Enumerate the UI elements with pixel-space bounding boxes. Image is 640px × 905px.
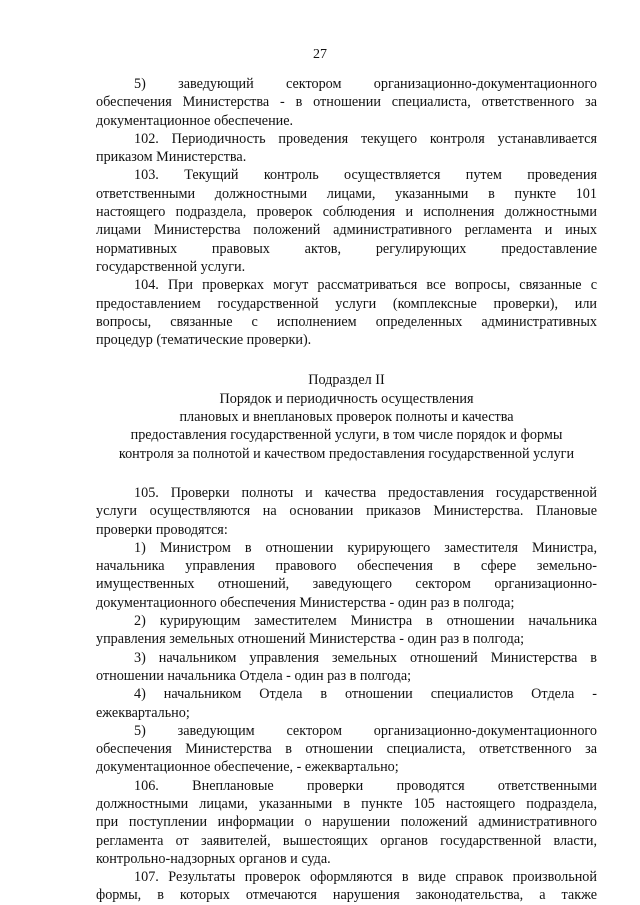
text-line: 2) курирующим заместителем Министра в отношении начальника: [134, 613, 597, 630]
text-line: 104. При проверках могут рассматриваться все вопросы, связанные с: [134, 277, 597, 294]
text-line: обеспечения Министерства - в отношении специалиста, ответственного за: [96, 94, 597, 111]
text-line: 105. Проверки полноты и качества предоставления государственной: [134, 484, 597, 501]
subsection-title-line-4: контроля за полнотой и качеством предоставления государственной услуги: [118, 445, 575, 462]
paragraph: [96, 484, 597, 539]
text-line: документационное обеспечение, - ежеквартально;: [96, 759, 399, 776]
text-line: 103. Текущий контроль осуществляется путем проведения: [134, 167, 597, 184]
paragraph: [96, 75, 597, 130]
subsection-title-line-2: плановых и внеплановых проверок полноты и качества: [179, 409, 514, 426]
text-line: вопросы, связанные с исполнением определенных административных: [96, 313, 597, 330]
text-line: 107. Результаты проверок оформляются в виде справок произвольной: [134, 869, 597, 886]
text-line: контрольно-надзорных органов и суда.: [96, 850, 331, 867]
text-line: документационное обеспечение.: [96, 112, 294, 129]
subsection-title-line-1: Порядок и периодичность осуществления: [219, 390, 474, 407]
paragraphs-after-heading: [96, 484, 597, 905]
text-line: проверки проводятся:: [96, 521, 228, 538]
subsection-heading: [96, 371, 597, 462]
text-line: предоставлением государственной услуги (комплексные проверки), или: [96, 295, 597, 312]
page-number: 27: [313, 47, 327, 62]
text-line: управления земельных отношений Министерства - один раз в полгода;: [96, 631, 525, 648]
paragraphs-before-heading: [96, 75, 597, 349]
text-line: 1) Министром в отношении курирующего заместителя Министра,: [134, 539, 597, 556]
text-line: 5) заведующим сектором организационно-документационного: [134, 722, 597, 739]
text-line: ответственными должностными лицами, указанными в пункте 101: [96, 185, 597, 202]
paragraph: [96, 722, 597, 777]
text-line: настоящего подраздела, проверок соблюдения и исполнения должностными: [96, 204, 597, 221]
text-line: обеспечения Министерства в отношении специалиста, ответственного за: [96, 741, 597, 758]
text-line: 5) заведующий сектором организационно-документационного: [134, 76, 597, 92]
text-line: государственной услуги.: [96, 258, 246, 275]
paragraph: [96, 868, 597, 905]
paragraph: [96, 612, 597, 649]
paragraph: [96, 777, 597, 868]
paragraph: [96, 685, 597, 722]
text-line: формы, в которых отмечаются нарушения законодательства, а также: [96, 887, 597, 904]
text-line: 3) начальником управления земельных отношений Министерства в: [134, 649, 597, 666]
paragraph: [96, 166, 597, 276]
paragraph: [96, 130, 597, 167]
text-line: приказом Министерства.: [96, 149, 247, 166]
text-line: документационного обеспечения Министерства - один раз в полгода;: [96, 594, 515, 611]
text-line: отношении начальника Отдела - один раз в полгода;: [96, 667, 412, 684]
text-line: должностными лицами, указанными в пункте 105 настоящего подраздела,: [96, 795, 597, 812]
text-line: процедур (тематические проверки).: [96, 332, 312, 349]
subsection-title-line-3: предоставления государственной услуги, в том числе порядок и формы: [130, 427, 563, 444]
paragraph: [96, 649, 597, 686]
text-line: при поступлении информации о нарушении положений административного: [96, 814, 597, 831]
text-line: нормативных правовых актов, регулирующих предоставление: [96, 240, 597, 257]
text-line: 106. Внеплановые проверки проводятся ответственными: [134, 777, 597, 794]
text-line: ежеквартально;: [96, 704, 190, 721]
document-body: [96, 75, 597, 905]
text-line: начальника управления правового обеспечения в сфере земельно-: [96, 558, 597, 575]
text-line: 102. Периодичность проведения текущего контроля устанавливается: [134, 130, 597, 147]
text-line: лицами Министерства положений административного регламента и иных: [96, 222, 597, 239]
text-line: регламента от заявителей, вышестоящих органов государственной власти,: [96, 832, 597, 849]
subsection-number: Подраздел II: [308, 372, 385, 389]
text-line: имущественных отношений, заведующего сектором организационно-: [96, 576, 597, 593]
text-line: услуги осуществляются на основании приказов Министерства. Плановые: [96, 503, 597, 520]
paragraph: [96, 539, 597, 612]
paragraph: [96, 276, 597, 349]
text-line: 4) начальником Отдела в отношении специалистов Отдела -: [134, 686, 597, 703]
